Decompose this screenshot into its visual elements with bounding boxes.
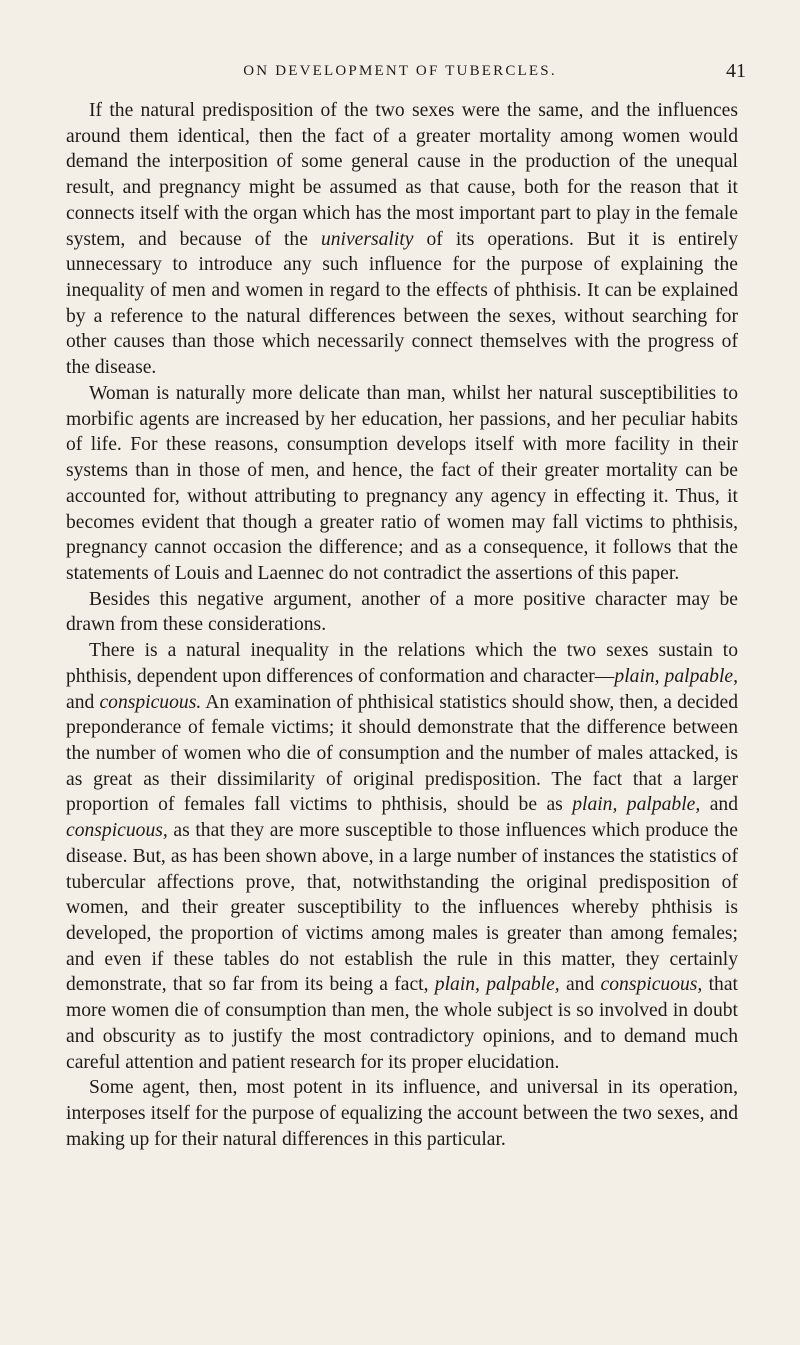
page-number: 41 xyxy=(726,60,746,82)
italic-segment: plain, palpable, xyxy=(572,794,701,816)
italic-segment: plain, palpable, xyxy=(614,665,738,687)
italic-segment: conspicuous. xyxy=(99,691,202,713)
paragraph xyxy=(66,638,738,1075)
paragraph xyxy=(66,98,738,381)
text-segment: that more women die of consumption than men, the whole subject is so involved in doubt and obscurity as to justify the most contradictory opinions, and to demand much careful attention and patient research for its proper elucidation. xyxy=(66,974,738,1073)
text-segment: and xyxy=(66,691,100,713)
paragraph xyxy=(66,1075,738,1152)
text-segment: There is a natural inequality in the relations which the two sexes sustain to phthisis, dependent upon differences of conformation and character— xyxy=(66,640,738,687)
paragraph xyxy=(66,587,738,638)
italic-segment: conspicuous, xyxy=(66,820,168,842)
italic-segment: universality xyxy=(320,228,414,250)
running-head xyxy=(0,60,800,84)
text-segment: of its operations. But it is entirely unnecessary to introduce any such influence for the purpose of explaining the inequality of men and women in regard to the effects of phthisis. It can be explained by a reference to the natural differences between the sexes, without searching for other causes than those which necessarily connect themselves with the progress of the disease. xyxy=(66,228,739,379)
text-segment: Woman is naturally more delicate than man, whilst her natural susceptibilities to morbific agents are increased by her education, her passions, and her peculiar habits of life. For these reasons, consumption develops itself with more facility in their systems than in those of men, and hence, the fact of their greater mortality can be accounted for, without attributing to pregnancy any agency in effecting it. Thus, it becomes evident that though a greater ratio of women may fall victims to phthisis, pregnancy cannot occasion the difference; and as a consequence, it follows that the statements of Louis and Laennec do not contradict the assertions of this paper. xyxy=(66,382,738,584)
text-segment: and xyxy=(700,794,738,816)
text-segment: Besides this negative argument, another of a more positive character may be drawn from these considerations. xyxy=(66,588,738,636)
text-segment: Some agent, then, most potent in its influence, and universal in its operation, interposes itself for the purpose of equalizing the account between the two sexes, and making up for their natural differences in this particular. xyxy=(66,1077,738,1150)
text-segment: An examination of phthisical statistics should show, then, a decided preponderance of female victims; it should demonstrate that the difference between the number of women who die of consumption and the number of males attacked, is as great as their dissimilarity of original predisposition. The fact that a larger proportion of females fall victims to phthisis, should be as xyxy=(66,691,738,816)
text-segment: and xyxy=(559,974,601,996)
italic-segment: plain, palpable, xyxy=(434,974,560,996)
text-segment: If the natural predisposition of the two sexes were the same, and the influences around them identical, then the fact of a greater mortality among women would demand the interposition of some general cause in the production of the unequal result, and pregnancy might be assumed as that cause, both for the reason that it connects itself with the organ which has the most important part to play in the female system, and because of the xyxy=(66,100,738,250)
running-title: ON DEVELOPMENT OF TUBERCLES. xyxy=(243,63,557,79)
paragraph xyxy=(66,381,738,587)
body-text xyxy=(66,98,738,1152)
italic-segment: conspicuous, xyxy=(600,974,703,996)
text-segment: as that they are more susceptible to those influences which produce the disease. But, as has been shown above, in a large number of instances the statistics of tubercular affections prove, that, notwithstanding the original predisposition of women, and their greater susceptibility to the influences whereby phthisis is developed, the proportion of victims among males is greater than among females; and even if these tables do not establish the rule in this matter, they certainly demonstrate, that so far from its being a fact, xyxy=(66,820,738,996)
